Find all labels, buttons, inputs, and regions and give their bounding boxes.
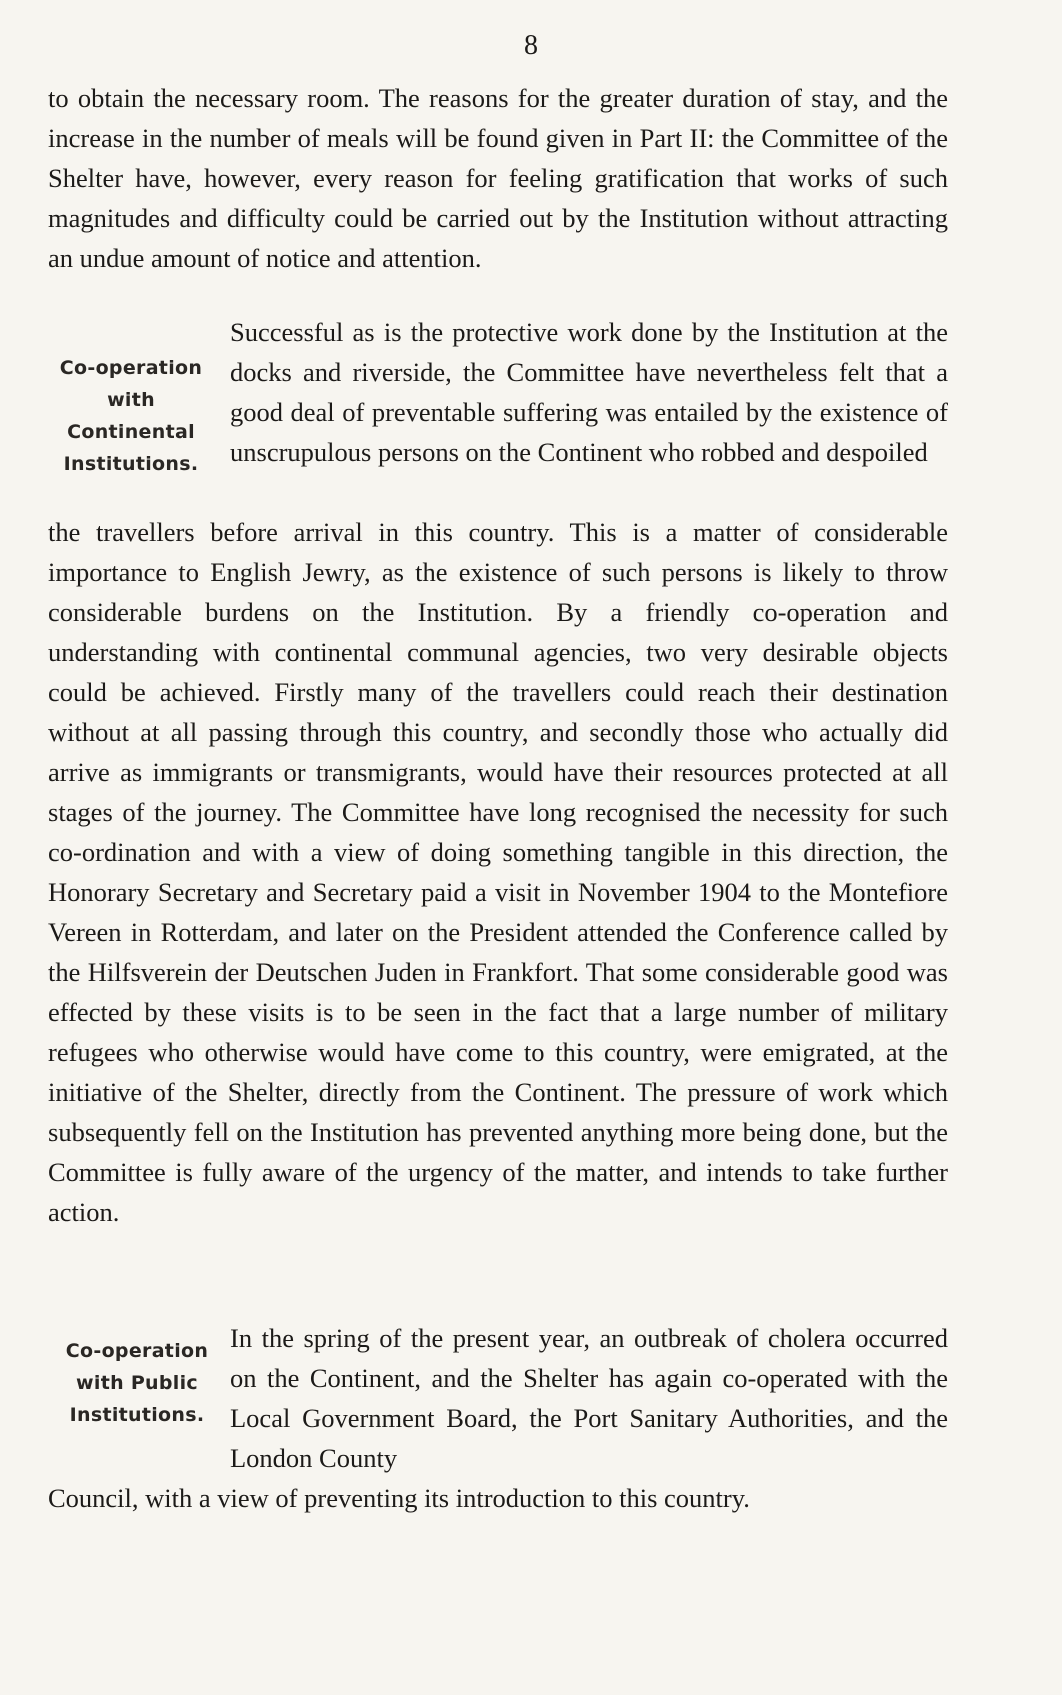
margin-note-line: Co-operation [65,1340,209,1362]
paragraph-public-body-text: Council, with a view of preventing its introduction to this country. [48,1483,750,1513]
paragraph-public-indented-text: In the spring of the present year, an outbreak of cholera occurred on the Continent, and the Shelter has again co-operated with the Local Government Board, the Port Sanitary Authorities, and the London County [230,1323,948,1473]
margin-note-line: with Public [76,1372,198,1394]
margin-note-line: Continental [67,421,195,443]
margin-note-line: Institutions. [63,453,199,475]
margin-note-continental [46,352,216,480]
paragraph-continental-body [48,512,948,1232]
paragraph-continental-indented-text: Successful as is the protective work done by the Institution at the docks and riverside, the Committee have nevertheless felt that a good deal of preventable suffering was entailed by the existence of unscrupulous persons on the Continent who robbed and despoiled [230,317,948,467]
margin-note-line: Institutions. [69,1404,205,1426]
paragraph-intro-text: to obtain the necessary room. The reasons for the greater duration of stay, and the increase in the number of meals will be found given in Part II: the Committee of the Shelter have, however, every reason for feeling gratification that works of such magnitudes and difficulty could be carried out by the Institution without attracting an undue amount of notice and attention. [48,83,948,273]
paragraph-intro [48,78,948,278]
margin-note-line: Co-operation [59,357,203,379]
paragraph-continental-body-text: the travellers before arrival in this country. This is a matter of considerable importance to English Jewry, as the existence of such persons is likely to throw considerable burdens on the Institution. By a friendly co-operation and understanding with continental communal agencies, two very desirable objects could be achieved. Firstly many of the travellers could reach their destination without at all passing through this country, and secondly those who actually did arrive as immigrants or transmigrants, would have their resources protected at all stages of the journey. The Committee have long recognised the necessity for such co-ordination and with a view of doing something tangible in this direction, the Honorary Secretary and Secretary paid a visit in November 1904 to the Montefiore Vereen in Rotterdam, and later on the President attended the Conference called by the Hilfsverein der Deutschen Juden in Frankfort. That some considerable good was effected by these visits is to be seen in the fact that a large number of military refugees who otherwise would have come to this country, were emigrated, at the initiative of the Shelter, directly from the Continent. The pressure of work which subsequently fell on the Institution has prevented anything more being done, but the Committee is fully aware of the urgency of the matter, and intends to take further action. [48,517,948,1227]
margin-note-line: with [107,389,155,411]
page-number: 8 [524,30,538,61]
margin-note-public [52,1335,222,1431]
paragraph-continental-indented [230,312,948,472]
paragraph-public-body [48,1478,948,1518]
paragraph-public-indented [230,1318,948,1478]
